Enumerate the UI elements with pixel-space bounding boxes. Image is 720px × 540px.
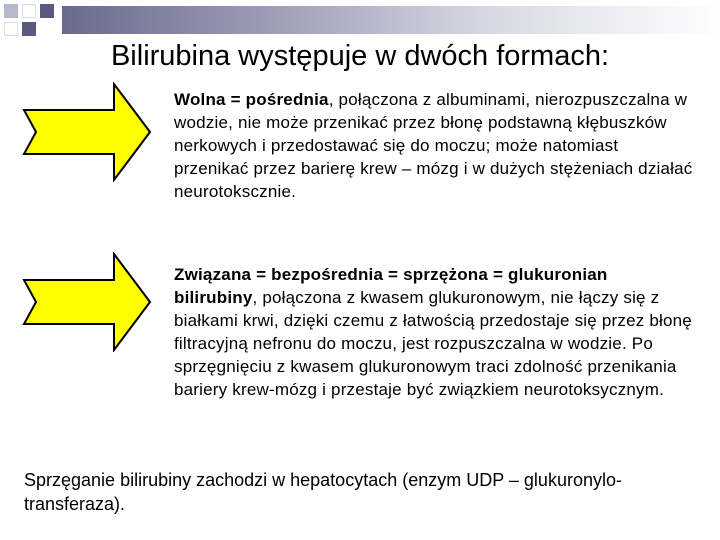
decor-square <box>22 22 36 36</box>
form-description-conjugated <box>174 263 694 401</box>
form-text-conjugated: , połączona z kwasem glukuronowym, nie łączy się z białkami krwi, dzięki czemu z łatwością przedostaje się przez błonę filtracyjną nefronu do moczu, jest rozpuszczalna w wodzie. Po sprzęgnięciu z kwasem glukuronowym traci zdolność przenikania bariery krew-mózg i przestaje być związkiem neurotoksycznym. <box>174 288 692 399</box>
decor-square <box>4 22 18 36</box>
decor-square <box>40 4 54 18</box>
header-gradient-bar <box>62 6 720 34</box>
yellow-right-arrow-icon <box>22 82 152 182</box>
yellow-right-arrow-icon <box>22 252 152 352</box>
form-name-free: Wolna = pośrednia <box>174 90 329 109</box>
slide-title: Bilirubina występuje w dwóch formach: <box>110 40 610 72</box>
decor-square <box>4 4 18 18</box>
decor-square <box>22 4 36 18</box>
form-text-free: , połączona z albuminami, nierozpuszczalna w wodzie, nie może przenikać przez błonę podstawną kłębuszków nerkowych i przedostawać się do moczu; może natomiast przenikać przez barierę krew – mózg i w dużych stężeniach działać neurotokscznie. <box>174 90 693 201</box>
footer-note: Sprzęganie bilirubiny zachodzi w hepatocytach (enzym UDP – glukuronylo-transferaza). <box>24 470 622 514</box>
form-name-conjugated: Związana = bezpośrednia = sprzężona = glukuronian bilirubiny <box>174 265 608 307</box>
form-description-free <box>174 88 694 203</box>
